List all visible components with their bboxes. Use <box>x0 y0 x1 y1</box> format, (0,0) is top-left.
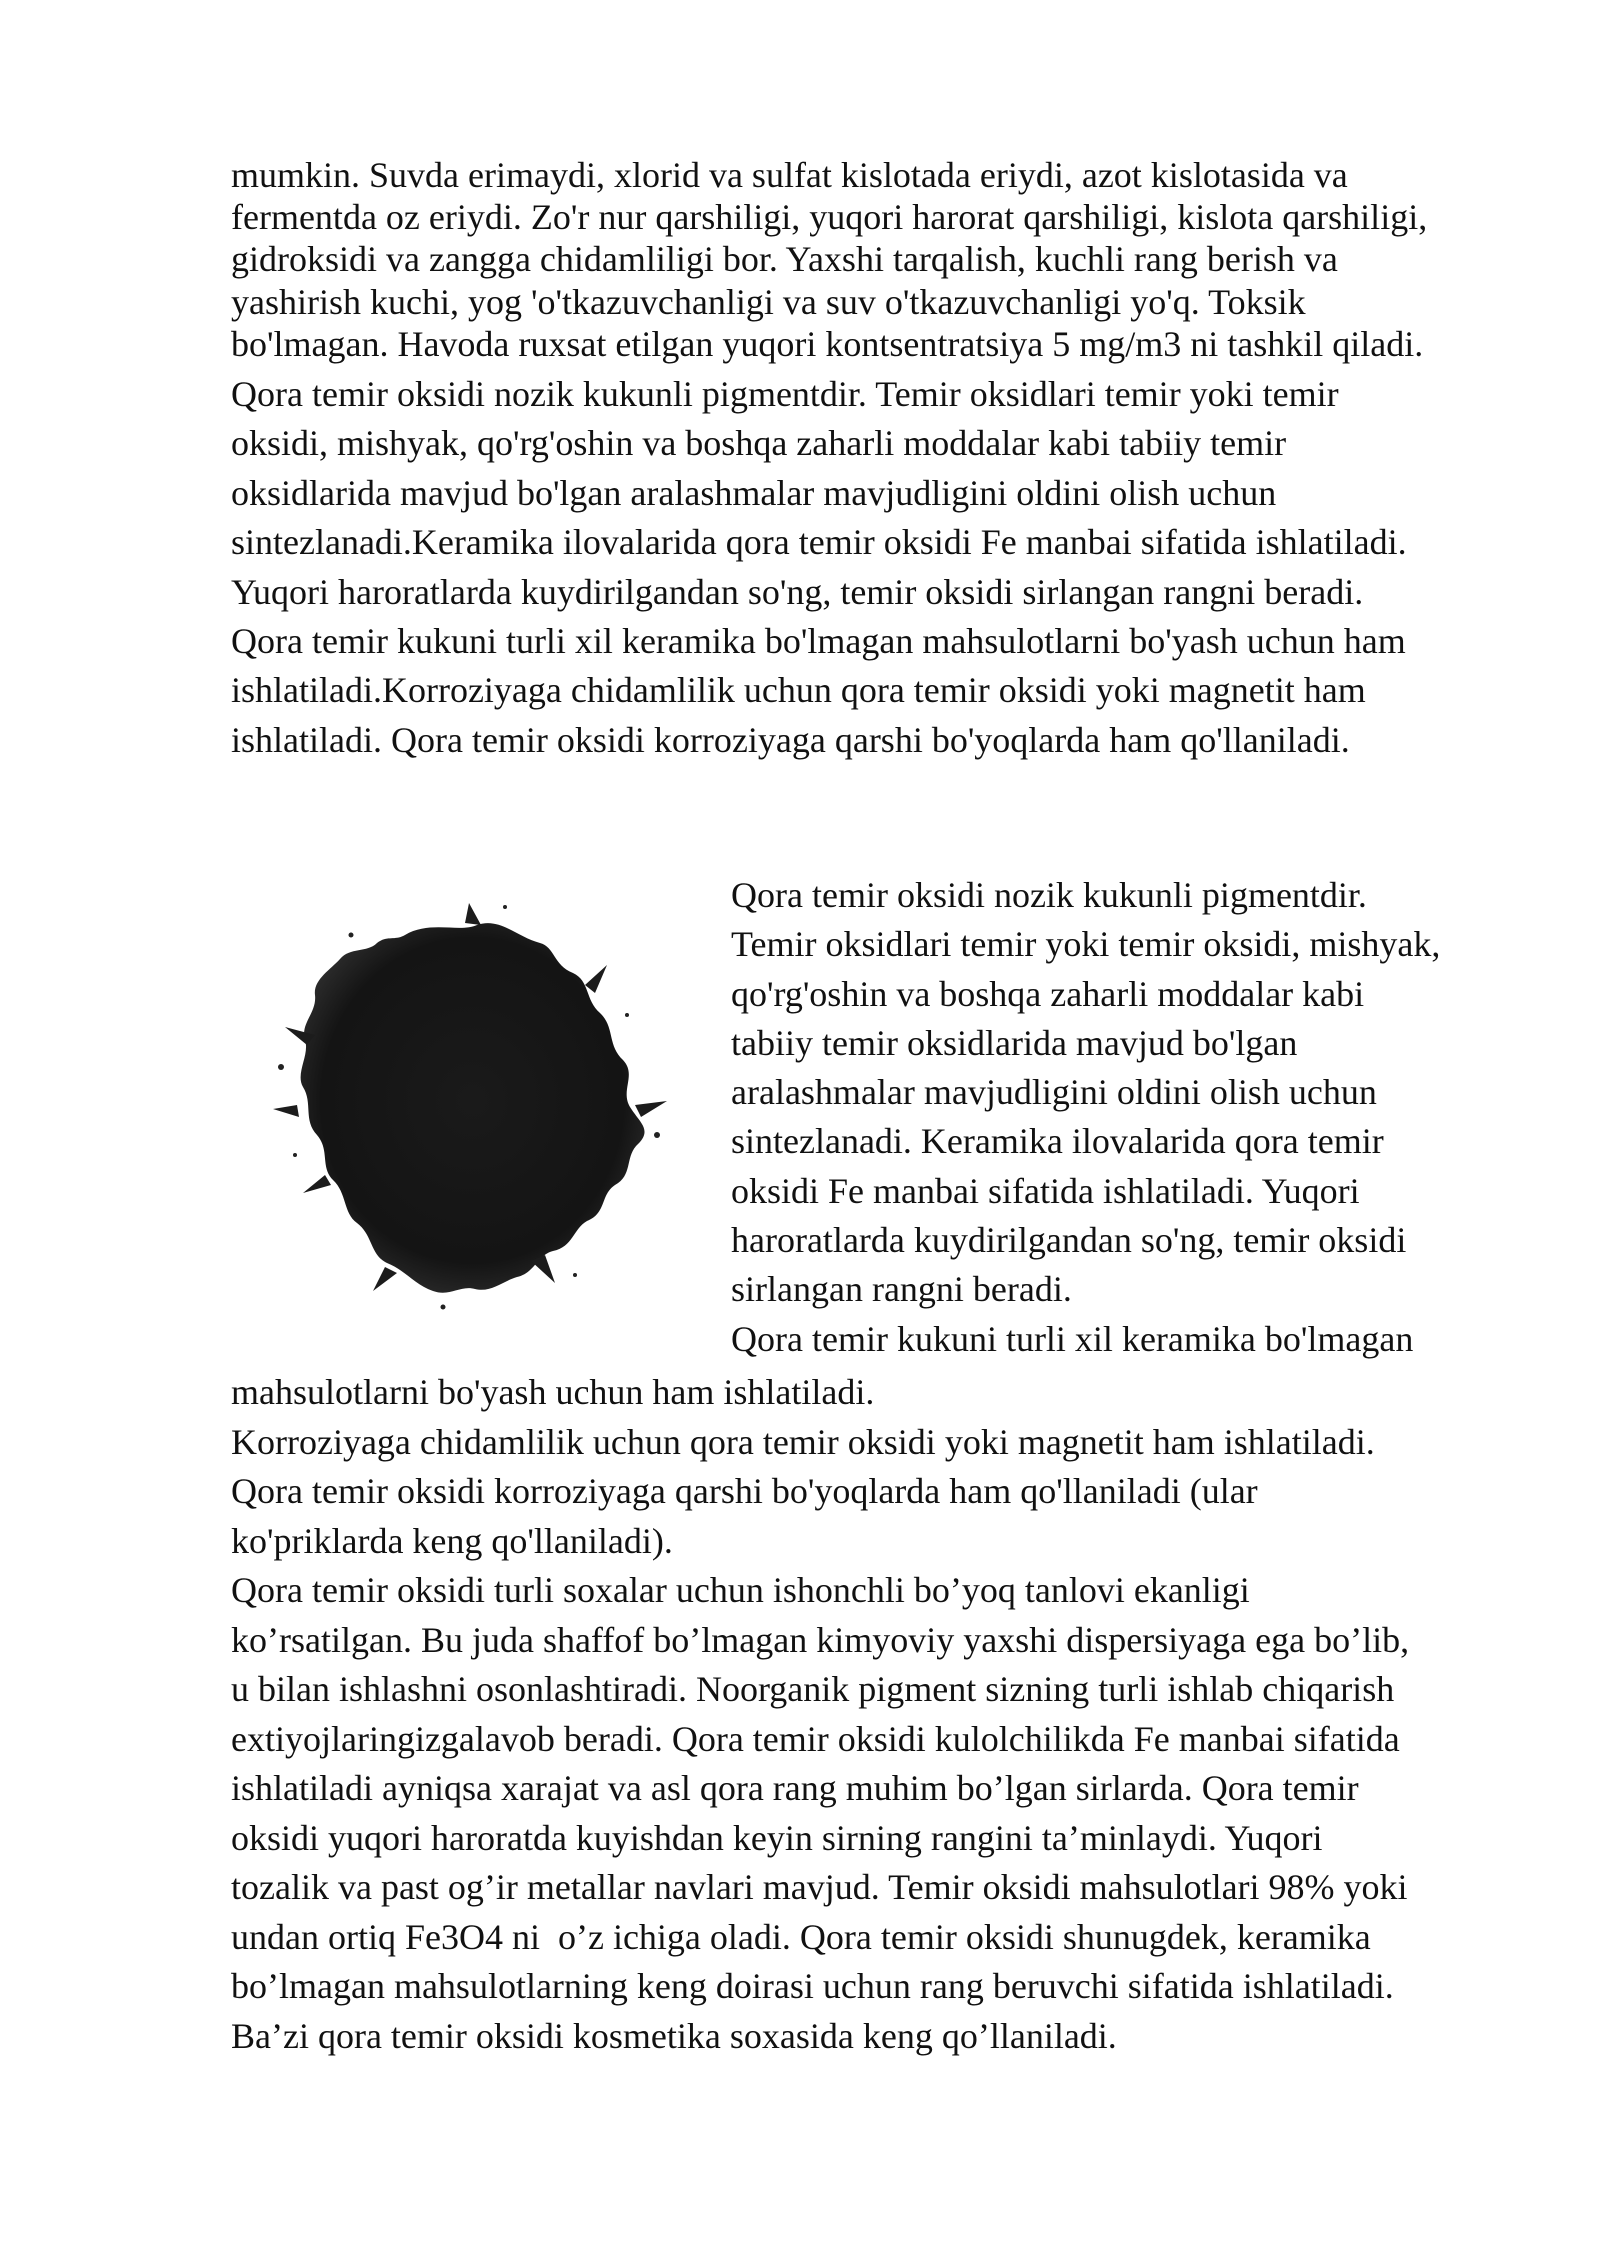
text-line: ishlatiladi. Qora temir oksidi korroziyaga qarshi bo'yoqlarda ham qo'llaniladi. <box>231 719 1350 760</box>
text-line: sintezlanadi. Keramika ilovalarida qora temir <box>731 1121 1384 1162</box>
text-line: Qora temir oksidi nozik kukunli pigmentdir. Temir oksidlari temir yoki temir <box>231 374 1339 414</box>
text-line: yashirish kuchi, yog 'o'tkazuvchanligi va suv o'tkazuvchanligi yo'q. Toksik <box>231 281 1306 322</box>
continuation-paragraph <box>231 1368 1409 2061</box>
text-line: Qora temir kukuni turli xil keramika bo'lmagan mahsulotlarni bo'yash uchun ham <box>231 621 1406 662</box>
text-line: fermentda oz eriydi. Zo'r nur qarshiligi, yuqori harorat qarshiligi, kislota qarshiligi, <box>231 197 1428 238</box>
black-powder-image <box>255 895 685 1325</box>
text-line: oksidi, mishyak, qo'rg'oshin va boshqa zaharli moddalar kabi tabiiy temir <box>231 423 1287 464</box>
text-line: tozalik va past og’ir metallar navlari mavjud. Temir oksidi mahsulotlari 98% yoki <box>231 1867 1408 1907</box>
figure-side-paragraph <box>731 871 1440 1364</box>
text-line: aralashmalar mavjudligini oldini olish uchun <box>731 1072 1377 1113</box>
text-line: sirlangan rangni beradi. <box>731 1269 1072 1310</box>
black-powder-pile-icon <box>255 895 685 1325</box>
paragraph-2 <box>231 370 1407 765</box>
text-line: ishlatiladi ayniqsa xarajat va asl qora rang muhim bo’lgan sirlarda. Qora temir <box>231 1768 1359 1808</box>
text-line: ko'priklarda keng qo'llaniladi). <box>231 1520 673 1561</box>
text-line: bo'lmagan. Havoda ruxsat etilgan yuqori kontsentratsiya 5 mg/m3 ni tashkil qiladi. <box>231 323 1424 364</box>
text-line: tabiiy temir oksidlarida mavjud bo'lgan <box>731 1022 1298 1063</box>
text-line: haroratlarda kuydirilgandan so'ng, temir oksidi <box>731 1220 1407 1261</box>
paragraph-1 <box>231 154 1427 365</box>
text-line: u bilan ishlashni osonlashtiradi. Noorganik pigment sizning turli ishlab chiqarish <box>231 1669 1395 1709</box>
text-line: Yuqori haroratlarda kuydirilgandan so'ng, temir oksidi sirlangan rangni beradi. <box>231 571 1364 612</box>
text-line: extiyojlaringizgalavob beradi. Qora temir oksidi kulolchilikda Fe manbai sifatida <box>231 1718 1400 1759</box>
text-line: undan ortiq Fe3O4 ni o’z ichiga oladi. Qora temir oksidi shunugdek, keramika <box>231 1916 1371 1957</box>
text-line: ko’rsatilgan. Bu juda shaffof bo’lmagan kimyoviy yaxshi dispersiyaga ega bo’lib, <box>231 1619 1410 1660</box>
text-line: sintezlanadi.Keramika ilovalarida qora temir oksidi Fe manbai sifatida ishlatiladi. <box>231 522 1407 563</box>
text-line: mumkin. Suvda erimaydi, xlorid va sulfat kislotada eriydi, azot kislotasida va <box>231 155 1348 195</box>
text-line: Korroziyaga chidamlilik uchun qora temir oksidi yoki magnetit ham ishlatiladi. <box>231 1421 1375 1462</box>
text-line: ishlatiladi.Korroziyaga chidamlilik uchun qora temir oksidi yoki magnetit ham <box>231 670 1366 711</box>
text-line: oksidi yuqori haroratda kuyishdan keyin sirning rangini ta’minlaydi. Yuqori <box>231 1817 1323 1858</box>
text-line: Qora temir kukuni turli xil keramika bo'lmagan <box>731 1318 1414 1359</box>
text-line: oksidi Fe manbai sifatida ishlatiladi. Yuqori <box>731 1170 1360 1211</box>
text-line: Temir oksidlari temir yoki temir oksidi, mishyak, <box>731 924 1441 965</box>
text-line: Qora temir oksidi turli soxalar uchun ishonchli bo’yoq tanlovi ekanligi <box>231 1570 1250 1610</box>
text-line: Qora temir oksidi nozik kukunli pigmentdir. <box>731 875 1367 915</box>
text-line: qo'rg'oshin va boshqa zaharli moddalar kabi <box>731 973 1365 1014</box>
text-line: Qora temir oksidi korroziyaga qarshi bo'yoqlarda ham qo'llaniladi (ular <box>231 1471 1258 1511</box>
text-line: oksidlarida mavjud bo'lgan aralashmalar mavjudligini oldini olish uchun <box>231 472 1277 513</box>
text-line: gidroksidi va zangga chidamliligi bor. Yaxshi tarqalish, kuchli rang berish va <box>231 239 1338 280</box>
text-line: bo’lmagan mahsulotlarning keng doirasi uchun rang beruvchi sifatida ishlatiladi. <box>231 1966 1394 2006</box>
text-line: mahsulotlarni bo'yash uchun ham ishlatiladi. <box>231 1372 875 1412</box>
text-line: Ba’zi qora temir oksidi kosmetika soxasida keng qo’llaniladi. <box>231 2015 1117 2056</box>
